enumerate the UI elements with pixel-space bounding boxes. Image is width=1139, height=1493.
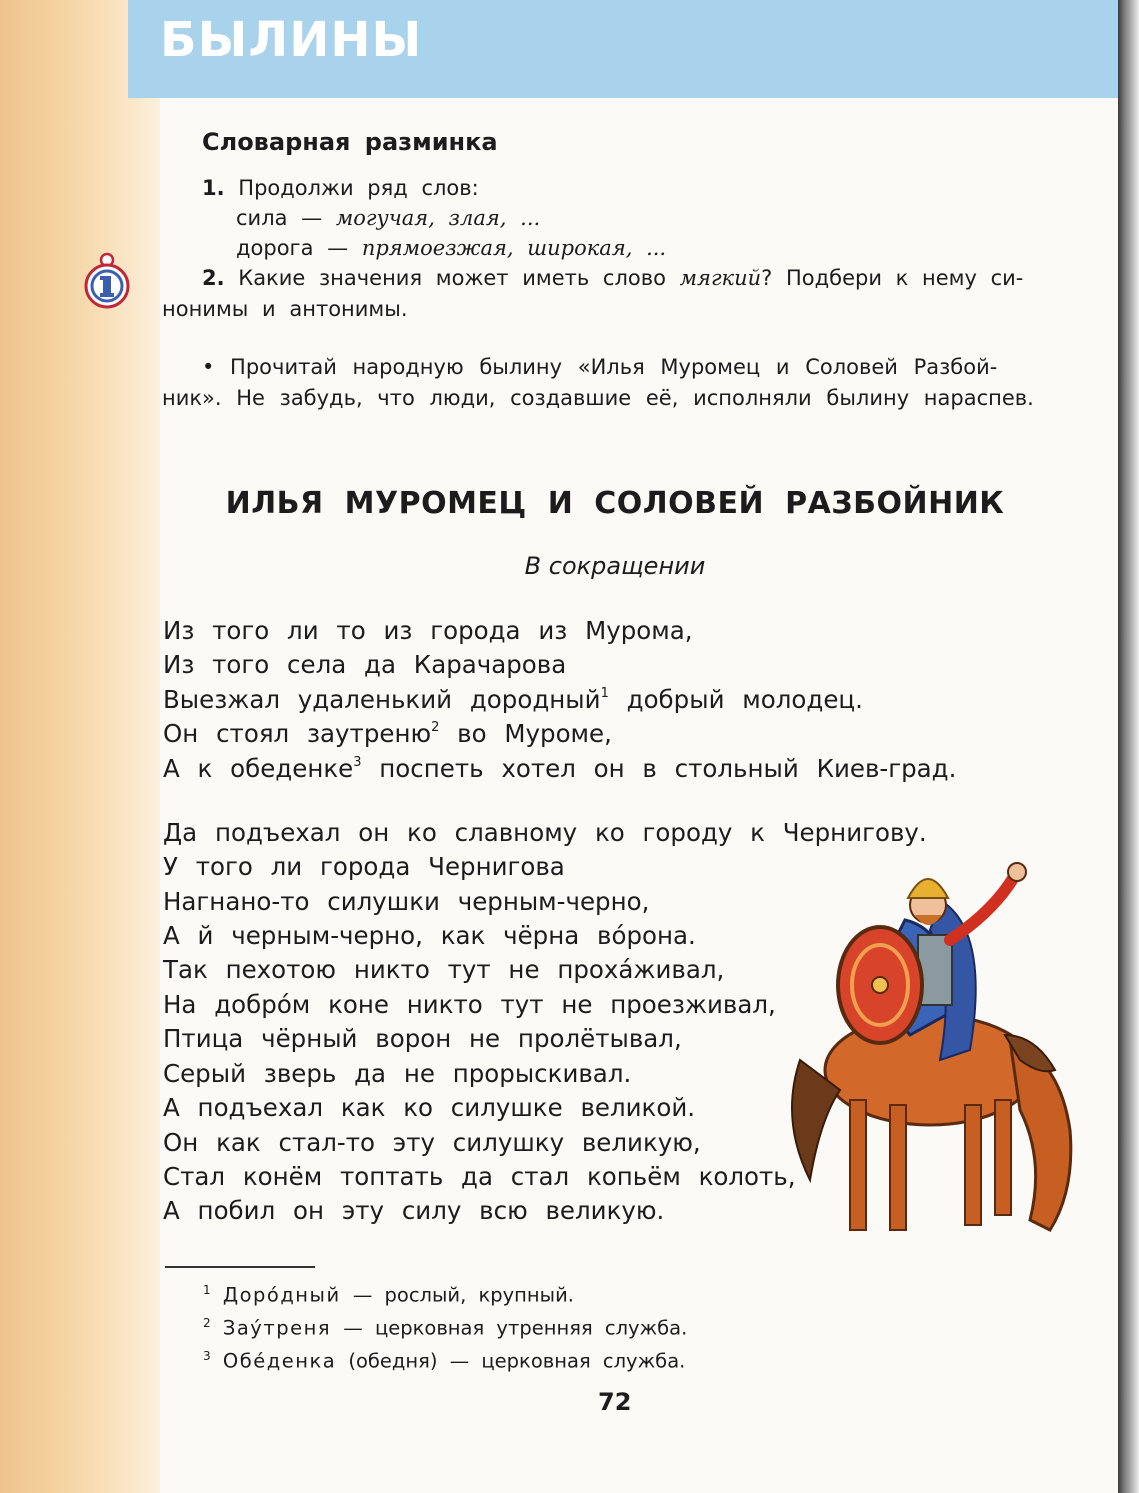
verse-line: А побил он эту силу всю великую. [163,1196,665,1225]
footnote-separator [165,1266,315,1268]
row-2-word: дорога — [236,236,349,260]
page-number: 72 [598,1388,632,1416]
footnote-definition: (обедня) — церковная служба. [336,1349,686,1373]
footnote-number: 1 [203,1283,211,1297]
task-1-text: Продолжи ряд слов: [238,176,479,200]
verse-line: На добро́м коне никто тут не проезживал, [163,990,776,1019]
task-1-number: 1. [202,176,225,200]
verse-text: А к обеденке [163,754,354,783]
footnote-number: 2 [203,1316,211,1330]
verse-line: Так пехотою никто тут не проха́живал, [163,955,725,984]
poem-title: ИЛЬЯ МУРОМЕЦ И СОЛОВЕЙ РАЗБОЙНИК [225,486,1005,521]
footnote-mark: 3 [353,754,362,770]
verse-line: Птица чёрный ворон не пролётывал, [163,1024,682,1053]
task-2-text-b: ? Подбери к нему си- [761,266,1024,290]
verse-line: Стал конём топтать да стал копьём колоть, [163,1162,796,1191]
verse-line: Да подъехал он ко славному ко городу к Чернигову. [163,818,927,847]
row-1-examples: могучая, злая, ... [335,206,541,230]
row-1-word: сила — [236,206,323,230]
warmup-heading: Словарная разминка [202,128,498,156]
poem-subtitle: В сокращении [524,552,706,580]
row-2-examples: прямоезжая, широкая, ... [361,236,667,260]
verse-line: Он как стал-то эту силушку великую, [163,1128,701,1157]
verse-line: А подъехал как ко силушке великой. [163,1093,696,1122]
task-1 [202,176,479,200]
task-2-continuation: нонимы и антонимы. [162,297,408,321]
verse-line: Нагнано-то силушки черным-черно, [163,887,650,916]
footnote [203,1349,685,1373]
task-2 [202,266,1023,290]
instruction-line-2: ник». Не забудь, что люди, создавшие её, исполняли былину нараспев. [162,386,1034,410]
instruction-line-1: • Прочитай народную былину «Илья Муромец и Соловей Разбой- [202,355,998,379]
verse-line: А й черным-черно, как чёрна во́рона. [163,921,696,950]
verse-text: поспеть хотел он в стольный Киев-град. [361,754,957,783]
chapter-title: БЫЛИНЫ [160,12,423,68]
footnote-mark: 2 [431,719,440,735]
verse-line: Серый зверь да не прорыскивал. [163,1059,632,1088]
footnote-term: Обе́денка [222,1349,337,1373]
footnote-number: 3 [203,1349,211,1363]
footnote-term: Зау́треня [222,1316,332,1340]
verse-line [163,754,956,783]
verse-line: Из того ли то из города из Мурома, [163,616,693,645]
footnote-term: Доро́дный [222,1283,341,1307]
footnote-definition: — церковная утренняя служба. [331,1316,688,1340]
task-2-keyword: мягкий [679,266,762,290]
verse-line [163,719,612,748]
verse-text: Он стоял заутреню [163,719,432,748]
footnote-mark: 1 [600,685,609,701]
side-strip [0,0,160,1493]
task-2-text-a: Какие значения может иметь слово [238,266,666,290]
footnote [203,1316,687,1340]
verse-text: Выезжал удаленький дородный [163,685,601,714]
knight-on-horse-illustration [780,860,1090,1280]
task-1-row-1 [236,206,540,230]
task-2-number: 2. [202,266,225,290]
footnote-definition: — рослый, крупный. [340,1283,574,1307]
footnote [203,1283,574,1307]
page-edge [1118,0,1139,1493]
verse-text: во Муроме, [439,719,612,748]
task-1-row-2 [236,236,666,260]
info-icon [82,250,132,310]
verse-line: У того ли города Чернигова [163,852,565,881]
verse-text: добрый молодец. [608,685,863,714]
verse-line [163,685,863,714]
verse-line: Из того села да Карачарова [163,650,567,679]
